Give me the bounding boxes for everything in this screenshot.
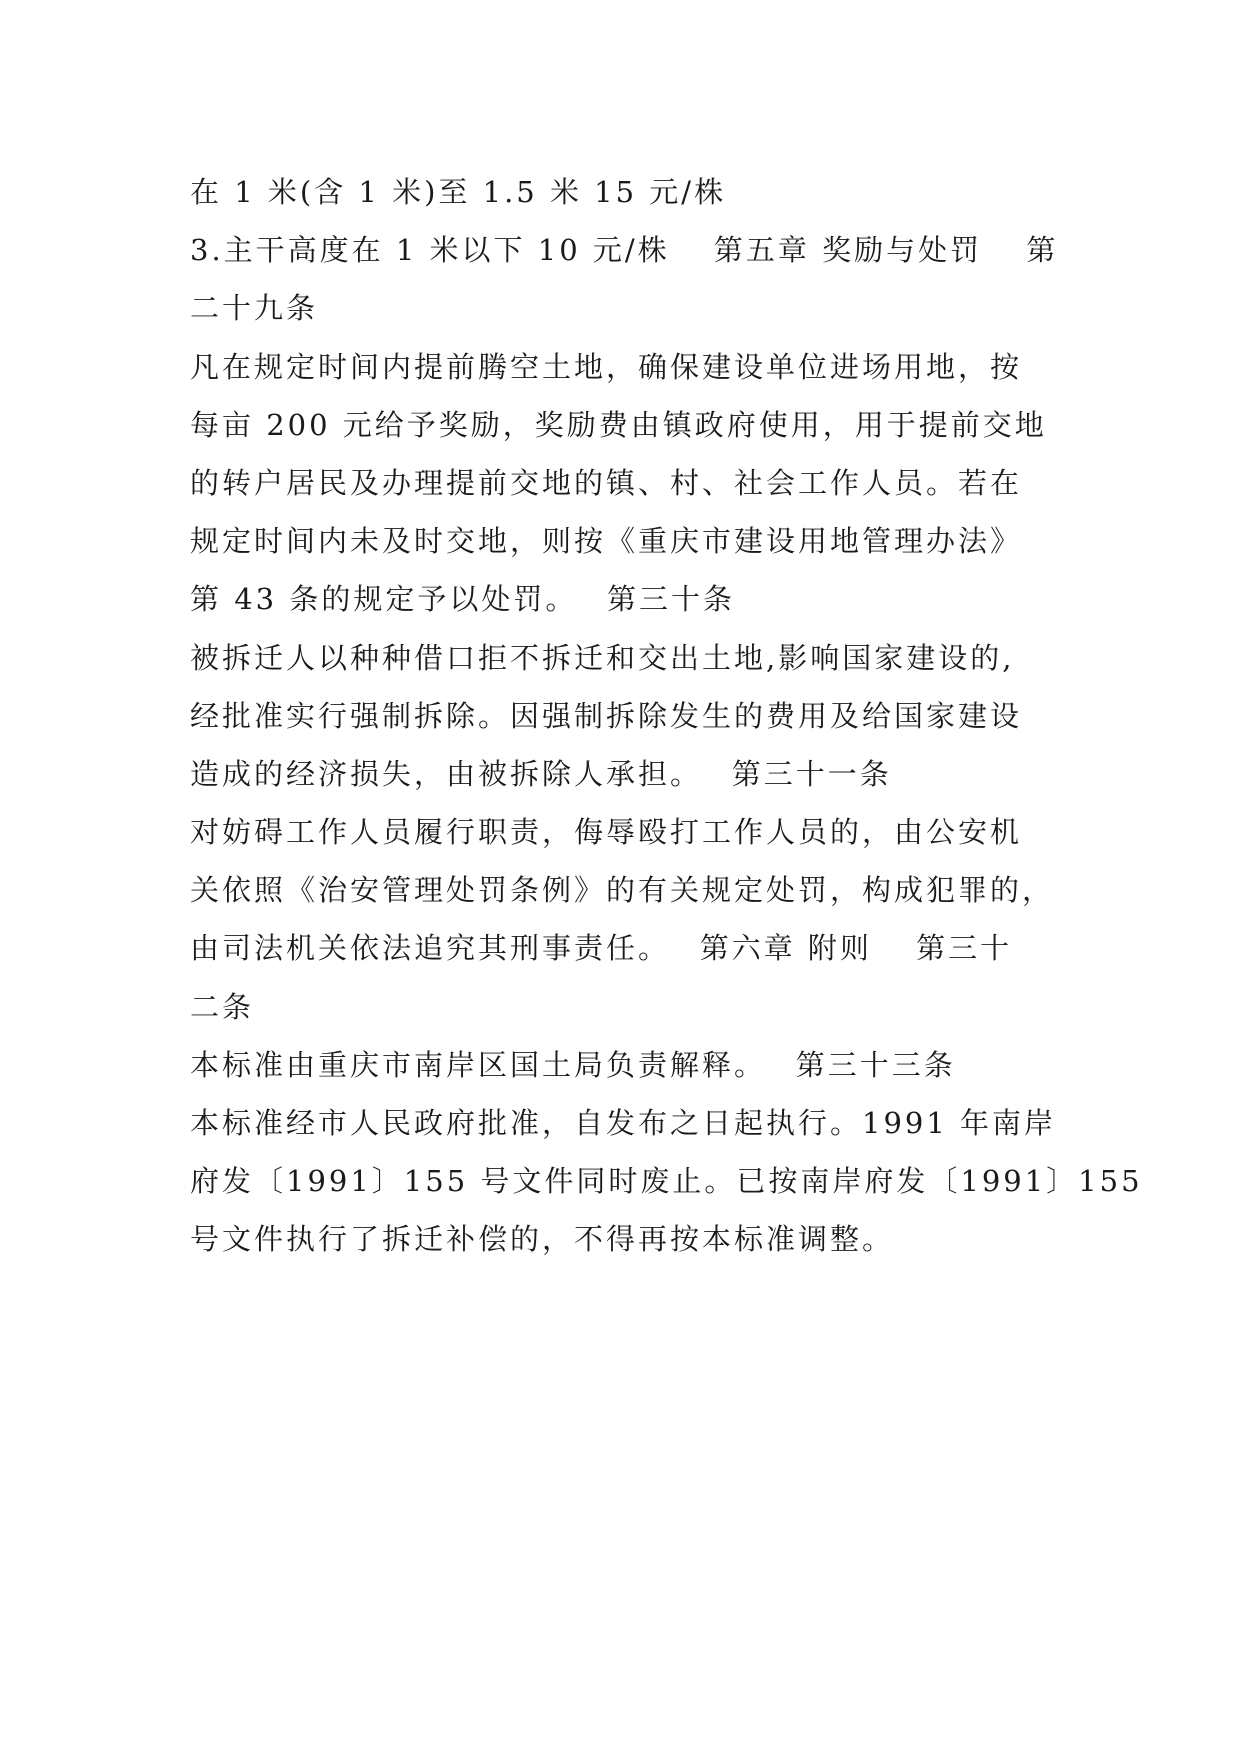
- text-line: 第 43 条的规定予以处罚。 第三十条: [190, 582, 736, 617]
- text-line: 的转户居民及办理提前交地的镇、村、社会工作人员。若在: [190, 465, 1023, 500]
- text-line: 关依照《治安管理处罚条例》的有关规定处罚，构成犯罪的，: [190, 873, 1055, 908]
- text-line: 在 1 米(含 1 米)至 1.5 米 15 元/株: [190, 175, 727, 209]
- text-line: 经批准实行强制拆除。因强制拆除发生的费用及给国家建设: [190, 698, 1023, 733]
- text-line: 造成的经济损失，由被拆除人承担。 第三十一条: [190, 756, 892, 791]
- text-line: 二条: [190, 989, 255, 1024]
- text-line: 号文件执行了拆迁补偿的，不得再按本标准调整。: [190, 1222, 895, 1257]
- text-line: 3.主干高度在 1 米以下 10 元/株 第五章 奖励与处罚 第: [190, 233, 1059, 268]
- text-line: 本标准经市人民政府批准，自发布之日起执行。1991 年南岸: [190, 1106, 1057, 1140]
- text-line: 被拆迁人以种种借口拒不拆迁和交出土地,影响国家建设的,: [190, 640, 1015, 675]
- text-line: 每亩 200 元给予奖励，奖励费由镇政府使用，用于提前交地: [190, 407, 1047, 442]
- text-line: 由司法机关依法追究其刑事责任。 第六章 附则 第三十: [190, 931, 1013, 966]
- text-line: 府发〔1991〕155 号文件同时废止。已按南岸府发〔1991〕155: [190, 1164, 1143, 1199]
- text-line: 规定时间内未及时交地，则按《重庆市建设用地管理办法》: [190, 524, 1023, 559]
- text-line: 对妨碍工作人员履行职责，侮辱殴打工作人员的，由公安机: [190, 815, 1023, 850]
- text-line: 凡在规定时间内提前腾空土地，确保建设单位进场用地，按: [190, 349, 1023, 384]
- text-line: 二十九条: [190, 291, 319, 326]
- document-body: [190, 163, 1143, 1269]
- text-line: 本标准由重庆市南岸区国土局负责解释。 第三十三条: [190, 1047, 956, 1082]
